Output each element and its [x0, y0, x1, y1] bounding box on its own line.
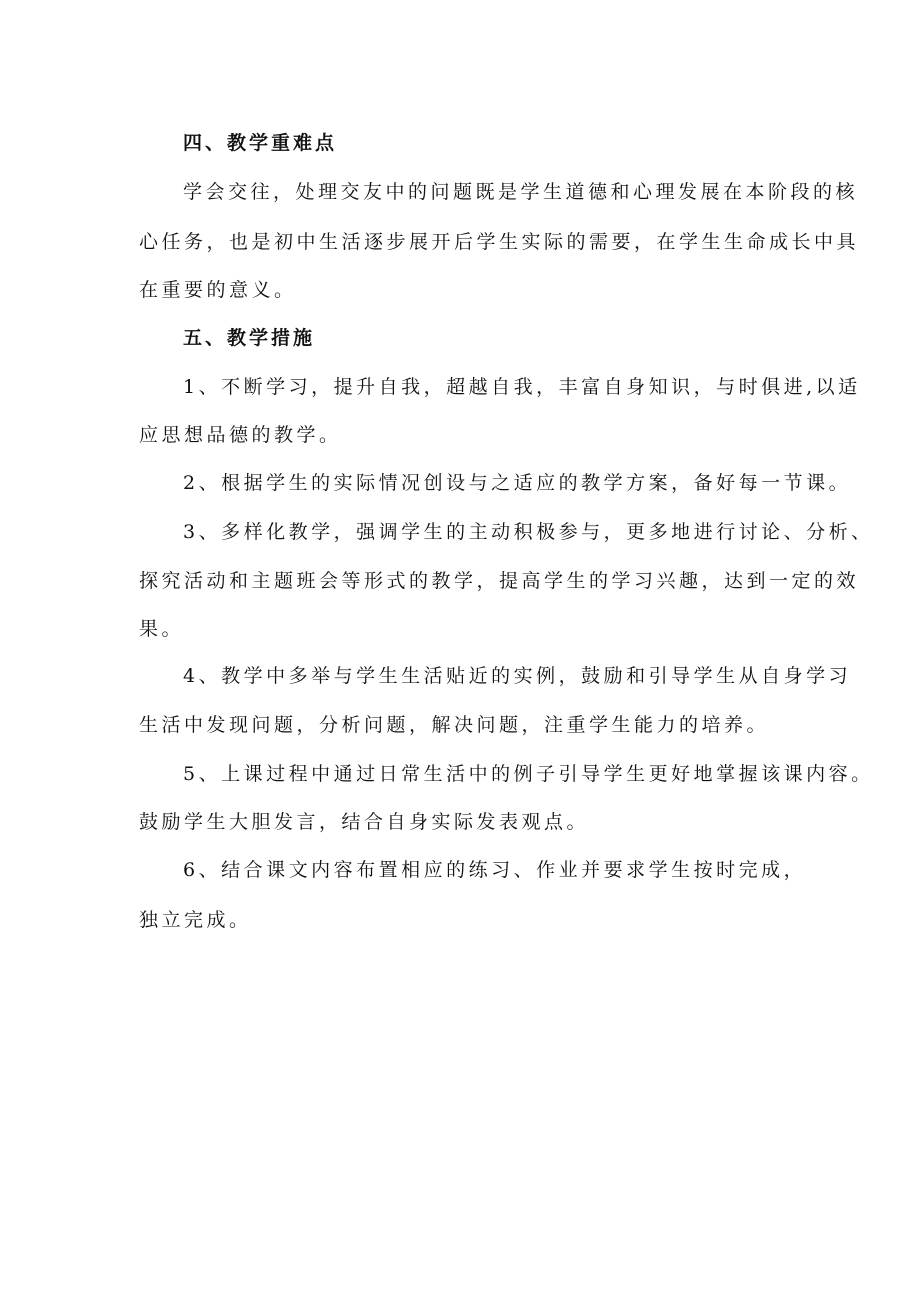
list-item-3-line: 3、多样化教学，强调学生的主动积极参与，更多地进行讨论、分析、	[183, 521, 874, 543]
list-item-4-line: 4、教学中多举与学生生活贴近的实例，鼓励和引导学生从自身学习	[183, 665, 852, 687]
list-item-5-line: 鼓励学生大胆发言，结合自身实际发表观点。	[139, 811, 590, 833]
paragraph-line: 在重要的意义。	[139, 279, 297, 301]
list-item-3-line: 探究活动和主题班会等形式的教学，提高学生的学习兴趣，达到一定的效	[139, 570, 860, 592]
list-item-3-line: 果。	[139, 618, 185, 640]
section-heading-teaching-measures: 五、教学措施	[183, 327, 316, 349]
section-heading-teaching-key-points: 四、教学重难点	[183, 132, 338, 154]
list-item-4-line: 生活中发现问题，分析问题，解决问题，注重学生能力的培养。	[139, 714, 770, 736]
list-item-6-line: 独立完成。	[139, 909, 252, 931]
list-item-1-line: 1、不断学习，提升自我，超越自我，丰富自身知识，与时俱进,以适	[183, 376, 861, 398]
paragraph-line: 学会交往，处理交友中的问题既是学生道德和心理发展在本阶段的核	[183, 181, 859, 203]
list-item-2-line: 2、根据学生的实际情况创设与之适应的教学方案，备好每一节课。	[183, 472, 852, 494]
list-item-1-line: 应思想品德的教学。	[139, 424, 342, 446]
paragraph-line: 心任务，也是初中生活逐步展开后学生实际的需要，在学生生命成长中具	[139, 231, 860, 253]
list-item-5-line: 5、上课过程中通过日常生活中的例子引导学生更好地掌握该课内容。	[183, 763, 874, 785]
list-item-6-line: 6、结合课文内容布置相应的练习、作业并要求学生按时完成，	[183, 859, 807, 881]
